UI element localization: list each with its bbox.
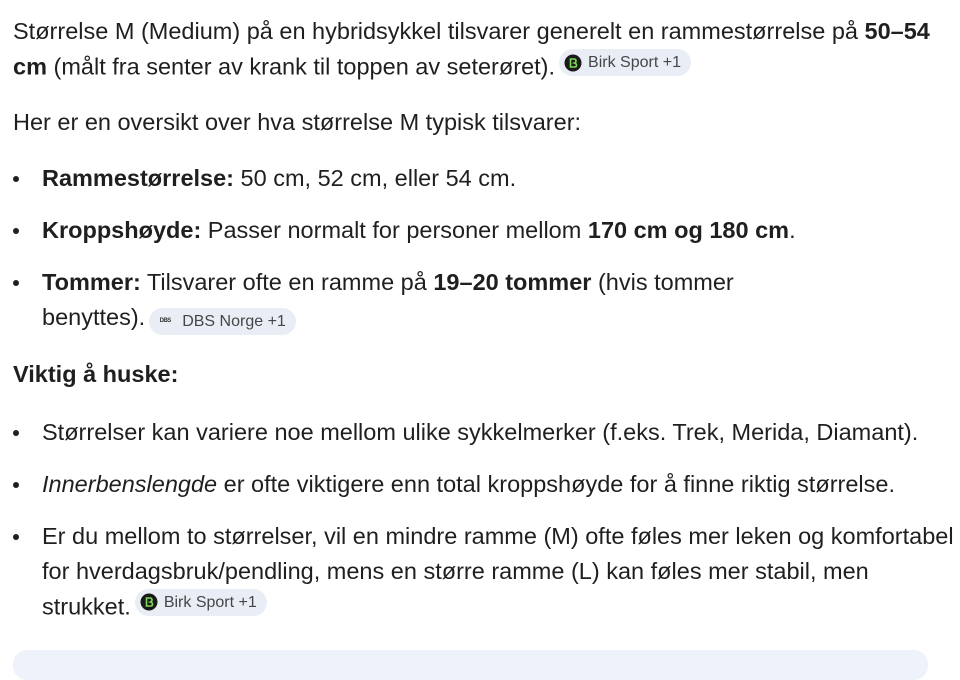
source-chip-dbs-norge[interactable] — [149, 308, 296, 335]
list-item-text: Tilsvarer ofte en ramme på — [140, 268, 434, 295]
intro-paragraph — [13, 0, 958, 85]
list-item-text: er ofte viktigere enn total kroppshøyde for å finne riktig størrelse. — [217, 470, 895, 497]
answer-content — [13, 0, 958, 624]
follow-up-panel[interactable] — [13, 650, 928, 680]
list-item — [13, 415, 958, 450]
list-item-text: 50 cm, 52 cm, eller 54 cm. — [234, 164, 517, 191]
tips-list — [13, 415, 958, 625]
section-heading: Viktig å huske: — [13, 360, 179, 387]
list-item-bold: 19–20 tommer — [433, 268, 592, 295]
intro-text: Størrelse M (Medium) på en hybridsykkel tilsvarer generelt en rammestørrelse på — [13, 18, 865, 44]
list-item-label: Tommer: — [42, 268, 141, 295]
list-item — [13, 467, 958, 502]
chip-label: Birk Sport +1 — [588, 54, 681, 71]
list-item-bold: 170 cm og 180 cm — [587, 216, 790, 243]
size-overview-list — [13, 161, 958, 335]
list-item-label: Kroppshøyde: — [42, 216, 202, 243]
intro-bold-size: 50–54 cm — [13, 18, 930, 80]
source-chip-birk-sport[interactable] — [559, 49, 691, 76]
list-item — [13, 161, 958, 196]
overview-text: Her er en oversikt over hva størrelse M typisk tilsvarer: — [13, 108, 582, 135]
list-item-text: Er du mellom to størrelser, vil en mindre ramme (M) ofte føles mer leken og komfortabel for hverdagsbruk/pendling, mens en større ramme (L) kan føles mer stabil, men strukket. — [42, 522, 954, 619]
list-item — [13, 519, 958, 625]
list-item — [13, 265, 762, 335]
birk-sport-logo-icon — [564, 54, 582, 72]
chip-label: Birk Sport +1 — [163, 593, 257, 611]
list-item-text-after: . — [789, 216, 796, 243]
list-item-text: Passer normalt for personer mellom — [201, 216, 588, 243]
list-item-italic: Innerbenslengde — [42, 470, 218, 497]
list-item-label: Rammestørrelse: — [42, 164, 235, 191]
chip-label: DBS Norge +1 — [182, 312, 286, 330]
dbs-logo-icon: DBS — [159, 317, 171, 324]
source-chip-birk-sport[interactable] — [135, 589, 267, 616]
list-item-text-after: (hvis tommer benyttes). — [42, 268, 734, 330]
list-item — [13, 213, 958, 248]
intro-text-after: (målt fra senter av krank til toppen av seterøret). — [46, 53, 556, 80]
list-item-text: Størrelser kan variere noe mellom ulike sykkelmerker (f.eks. Trek, Merida, Diamant). — [42, 418, 919, 445]
birk-sport-logo-icon — [140, 593, 158, 611]
